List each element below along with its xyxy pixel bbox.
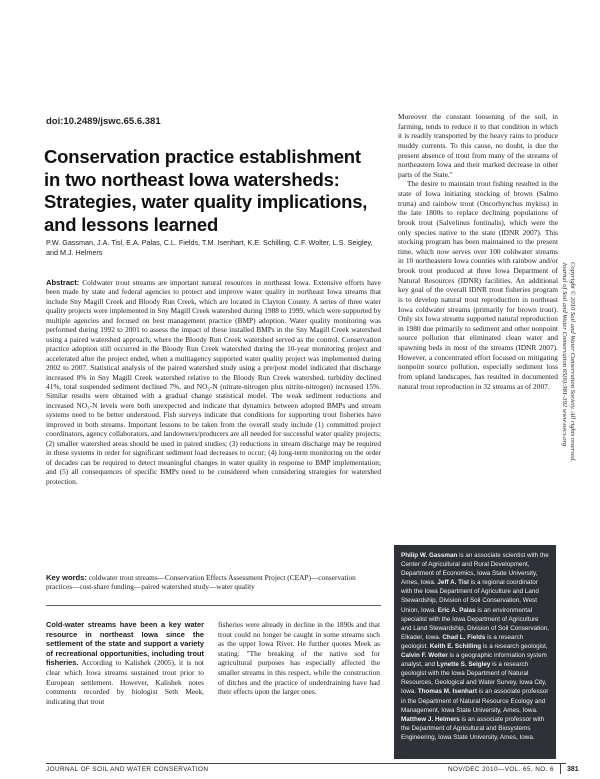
footer-journal-name: JOURNAL OF SOIL AND WATER CONSERVATION	[46, 766, 209, 773]
body-column-left	[46, 620, 204, 706]
bio-author-name: Chad L. Fields	[442, 633, 486, 641]
bio-author-text: is a research geologist with the Iowa Department of Natural Resources, Geological and Water Survey, Iowa City, Iowa.	[401, 661, 547, 696]
body-column-right	[398, 112, 558, 391]
body-text-left: According to Kalishek (2005), it is not clear which Iowa streams sustained trout prior to European settlement. However, Kalishek notes comments recorded by biologist Seth Meek, indicating that trout	[46, 658, 204, 706]
bio-author-name: Keith E. Schilling	[429, 642, 482, 650]
keywords-text: coldwater trout streams—Conservation Effects Assessment Project (CEAP)—conservation practices—cost-share funding—paired watershed study—water quality	[46, 573, 356, 592]
footer-separator	[560, 764, 561, 774]
bio-author-text: is a research geologist.	[401, 633, 524, 650]
journal-citation-line: Journal of Soil and Water Conservation 65(6):381-392 www.swcs.org	[561, 262, 568, 447]
author-bio-box	[394, 545, 556, 759]
footer-issue: NOV/DEC 2010—VOL. 65, NO. 6	[448, 766, 554, 773]
bio-author-text: is a geographic information system analyst, and	[401, 652, 547, 669]
copyright-line: Copyright © 2010 Soil and Water Conservation Society. All rights reserved.	[569, 262, 576, 463]
body-paragraph: The desire to maintain trout fishing resulted in the state of Iowa initiating stocking of brown (Salmo trutta) and rainbow trout (Oncorhynchus mykiss) in the late 1800s to replace declining populations of brook trout (Salvelinus fontinalis), which were the only species native to the state (IDNR 2007). This stocking program has been maintained to the present time, which now serves over 100 coldwater streams in 10 northeastern Iowa counties with rainbow and/or brook trout produced at three Iowa Department of Natural Resources (IDNR) facilities. An additional key goal of the overall IDNR trout fisheries program is to develop natural trout reproduction in northeast Iowa coldwater streams (primarily for brown trout). Only six Iowa streams supported natural reproduction in 1980 due primarily to sediment and other nonpoint source pollution that eliminated clean water and spawning beds in most of the streams (IDNR 2007). However, a concentrated effort focused on mitigating nonpoint source pollution, especially sediment loss from upland landscapes, has resulted in documented natural trout reproduction in 32 streams as of 2007.	[398, 179, 558, 391]
copyright-notice	[560, 262, 576, 602]
article-title: Conservation practice establishment in two northeast Iowa watersheds: Strategies, water quality implications, and lessons learned	[44, 146, 368, 235]
bio-author-text: is an associate professor with the Department of Agricultural and Biosystems Engineering, Iowa State University, Ames, Iowa.	[401, 715, 545, 741]
footer-divider	[46, 763, 566, 764]
abstract-label: Abstract:	[46, 278, 80, 287]
bio-author-text: is an associate professor in the Department of Natural Resource Ecology and Management, Iowa State University, Ames, Iowa.	[401, 688, 549, 714]
keywords	[46, 573, 381, 592]
section-divider	[46, 605, 381, 606]
keywords-label: Key words:	[46, 573, 87, 582]
bio-author-name: Matthew J. Helmers	[401, 715, 460, 723]
abstract	[46, 278, 381, 486]
bio-author-name: Thomas M. Isenhart	[417, 688, 477, 696]
bio-author-name: Jeff A. Tisl	[437, 579, 469, 587]
doi[interactable]: doi:10.2489/jswc.65.6.381	[46, 116, 161, 127]
body-paragraph: Moreover the constant loosening of the soil, in farming, tends to reduce it to that condition in which it is readily transported by the heavy rains to produce muddy currents. To this cause, no doubt, is due the present absence of trout from many of the streams of northeastern Iowa and their marked decrease in other parts of the State."	[398, 112, 558, 179]
lead-paragraph: Cold-water streams have been a key water resource in northeast Iowa since the settlement of the state and support a variety of recreational opportunities, including trout fisheries.	[46, 620, 204, 668]
body-column-middle: fisheries were already in decline in the 1890s and that trout could no longer be caught in some streams such as the upper Iowa River. He further quotes Meek as stating: "The breaking of the native sod for agricultural purposes has especially affected the smaller streams in this respect, while the construction of ditches and the practice of underdraining have had their effects upon the larger ones.	[218, 620, 380, 697]
bio-author-name: Lynette S. Seigley	[436, 661, 491, 669]
bio-author-name: Calvin F. Wolter	[401, 652, 448, 660]
bio-author-text: is an environmental specialist with the Iowa Department of Agriculture and Land Stewardship, Division of Soil Conservation, Elkader, Iowa.	[401, 606, 550, 641]
bio-author-text: is an associate scientist with the Center of Agricultural and Rural Development, Department of Economics, Iowa State University, Ames, Iowa.	[401, 552, 549, 587]
bio-author-text: is a regional coordinator with the Iowa Department of Agriculture and Land Stewardship, Division of Soil Conservation, West Union, Iowa.	[401, 579, 539, 614]
bio-author-name: Eric A. Palas	[437, 606, 476, 614]
author-list: P.W. Gassman, J.A. Tisl, E.A. Palas, C.L. Fields, T.M. Isenhart, K.E. Schilling, C.F. Wolter, L.S. Seigley, and M.J. Helmers	[46, 238, 373, 257]
page-number: 381	[567, 766, 579, 773]
bio-author-name: Philip W. Gassman	[401, 552, 458, 559]
abstract-text: Coldwater trout streams are important natural resources in northeast Iowa. Extensive efforts have been made by state and federal agencies to protect and improve water quality in northeast Iowa streams that include Sny Magill Creek and Bloody Run Creek, which are located in Clayton County. A series of three water quality projects were implemented in Sny Magill Creek watershed during 1988 to 1999, which were supported by multiple agencies and focused on best management practice (BMP) adoption. Water quality monitoring was performed during 1992 to 2001 to assess the impact of these installed BMPs in the Sny Magill Creek watershed using a paired watershed approach, where the Bloody Run Creek watershed served as the control. Conservation practice adoption still occurred in the Bloody Run Creek watershed during the 10-year monitoring project and accelerated after the project ended, when a multiagency supported water quality project was implemented during 2002 to 2007. Statistical analysis of the paired watershed study using a pre/post model indicated that discharge increased 8% in Sny Magill Creek watershed relative to the Bloody Run Creek watershed, turbidity declined 41%, total suspended sediment declined 7%, and NO₃-N (nitrate-nitrogen plus nitrite-nitrogen) increased 15%. Similar results were obtained with a gradual change statistical model. The weak sediment reductions and increased NO₃-N levels were both unexpected and indicate that dynamics between adopted BMPs and stream systems need to be better understood. Fish surveys indicate that conditions for supporting trout fisheries have improved in both streams. Important lessons to be taken from the overall study include (1) committed project coordinators, agency collaborators, and landowners/producers are all needed for successful water quality projects; (2) smaller watershed areas should be used in paired studies; (3) reductions in stream discharge may be required in these systems in order for significant sediment load decreases to occur; (4) long-term monitoring on the order of decades can be required to detect meaningful changes in water quality in response to BMP implementation; and (5) all consequences of specific BMPs need to be considered when considering strategies for watershed protection.	[46, 278, 381, 486]
bio-author-text: is a research geologist,	[481, 642, 548, 650]
